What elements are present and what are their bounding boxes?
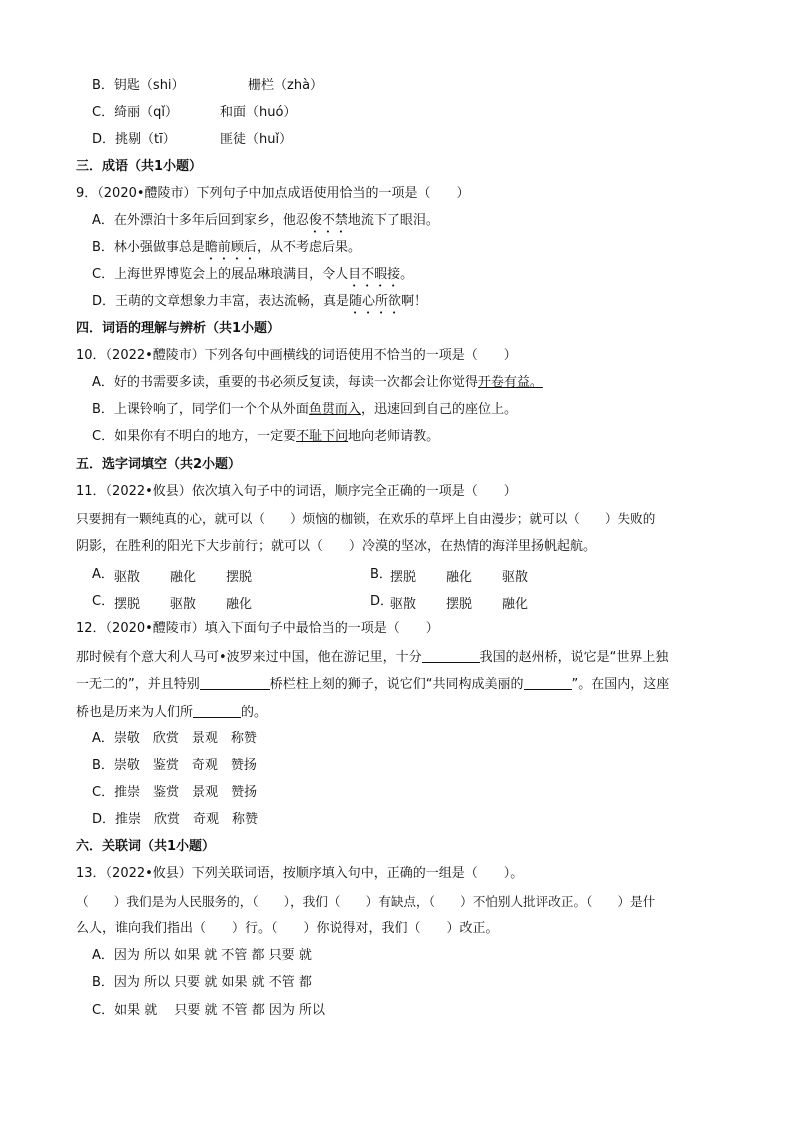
q11-option-c-word3: 融化: [226, 597, 253, 612]
q10-option-a: [92, 374, 543, 392]
q11-option-b-word2: 融化: [446, 570, 473, 585]
option-underlined: 不耻下问: [296, 429, 349, 444]
q12-body-line3: [76, 703, 267, 722]
q11-option-a: [92, 566, 114, 584]
section-title-conjunctions: 六．关联词（共1小题）: [76, 839, 216, 854]
q8-option-c: C．绮丽（qǐ）: [92, 105, 178, 120]
q13-option-b: B．因为 所以 只要 就 如果 就 不管 都: [92, 975, 312, 990]
q11-body-line1: 只要拥有一颗纯真的心，就可以（ ）烦恼的枷锁，在欢乐的草坪上自由漫步；就可以（ ）失败的: [76, 511, 656, 526]
q10-option-b: [92, 401, 517, 419]
fill-blank[interactable]: [193, 703, 241, 718]
q10-stem: 10．（2022•醴陵市）下列各句中画横线的词语使用不恰当的一项是（ ）: [76, 348, 517, 363]
option-letter: D．: [370, 594, 394, 609]
option-pre: B．上课铃响了，同学们一个个从外面: [92, 402, 309, 417]
q13-stem: 13．（2022•攸县）下列关联词语，按顺序填入句中，正确的一组是（ ）。: [76, 866, 524, 881]
q8-option-d-second: 匪徒（huǐ）: [220, 132, 293, 147]
q9-stem: 9．（2020•醴陵市）下列句子中加点成语使用恰当的一项是（ ）: [76, 186, 470, 201]
option-pre: B．林小强做事总是: [92, 240, 205, 255]
q13-option-a: A．因为 所以 如果 就 不管 都 只要 就: [92, 948, 312, 963]
fill-blank[interactable]: [422, 648, 480, 663]
q11-option-c-word2: 驱散: [170, 597, 197, 612]
q12-option-a: A．崇敬 欣赏 景观 称赞: [92, 731, 257, 746]
option-letter: A．: [92, 567, 114, 582]
body-text: 桥栏柱上刻的狮子，说它们“共同构成美丽的: [269, 677, 524, 692]
section-title-word-analysis: 四．词语的理解与辨析（共1小题）: [76, 321, 281, 336]
q9-option-c: [92, 266, 413, 290]
option-letter: B．: [370, 567, 392, 582]
q11-option-b-word3: 驱散: [502, 570, 529, 585]
q12-body-line2: [76, 675, 669, 694]
option-pre: D．王萌的文章想象力丰富，表达流畅，真是: [92, 294, 350, 309]
q12-stem: 12．（2020•醴陵市）填入下面句子中最恰当的一项是（ ）: [76, 621, 439, 636]
option-pre: C．上海世界博览会上的展品琳琅满目，令人: [92, 267, 349, 282]
body-text: 一无二的”，并且特别: [76, 677, 200, 692]
q12-option-d: D．推崇 欣赏 奇观 称赞: [92, 812, 259, 827]
q9-option-b: [92, 239, 361, 263]
q12-body-line1: [76, 648, 668, 667]
q10-option-c: [92, 428, 439, 446]
q11-option-d-word3: 融化: [502, 597, 529, 612]
fill-blank[interactable]: [524, 675, 572, 690]
q11-body-line2: 阴影，在胜利的阳光下大步前行；就可以（ ）冷漠的坚冰，在热情的海洋里扬帆起航。: [76, 539, 597, 554]
q9-option-d: [92, 293, 427, 317]
q11-option-b-word1: 摆脱: [390, 570, 417, 585]
q8-option-b-second: 栅栏（zhà）: [248, 78, 324, 93]
option-pre: A．在外漂泊十多年后回到家乡，他忍: [92, 213, 309, 228]
q11-option-d-word1: 驱散: [390, 597, 417, 612]
body-text: 桥也是历来为人们所: [76, 705, 194, 720]
option-idiom: 目不暇接: [348, 267, 401, 282]
option-pre: C．如果你有不明白的地方，一定要: [92, 429, 297, 444]
option-idiom: 俊不禁: [308, 213, 348, 228]
option-letter: C．: [92, 594, 115, 609]
option-post: 地向老师请教。: [348, 429, 440, 444]
q12-option-c: C．推崇 鉴赏 景观 赞扬: [92, 785, 258, 800]
option-idiom: 随心所欲: [349, 294, 402, 309]
q8-option-d: D．挑剔（tī）: [92, 132, 176, 147]
option-underlined: 开卷有益。: [477, 375, 543, 390]
option-idiom: 瞻前顾后: [204, 240, 257, 255]
option-text: B．钥匙（shi）: [92, 78, 185, 93]
q13-option-c: C．如果 就 只要 就 不管 都 因为 所以: [92, 1003, 326, 1018]
q12-option-b: B．崇敬 鉴赏 奇观 赞扬: [92, 758, 257, 773]
body-text: 的。: [241, 705, 268, 720]
q11-option-a-word3: 摆脱: [226, 570, 253, 585]
q11-option-a-word1: 驱散: [114, 570, 141, 585]
body-text: 我国的赵州桥，说它是“世界上独: [479, 650, 669, 665]
q13-body-line2: 么人，谁向我们指出（ ）行。（ ）你说得对，我们（ ）改正。: [76, 921, 499, 936]
option-post: ，迅速回到自己的座位上。: [360, 402, 517, 417]
q11-stem: 11．（2022•攸县）依次填入句子中的词语，顺序完全正确的一项是（ ）: [76, 484, 517, 499]
q11-option-c: [92, 593, 114, 611]
fill-blank[interactable]: [200, 675, 270, 690]
option-post: 啊！: [401, 294, 428, 309]
q11-option-c-word1: 摆脱: [114, 597, 141, 612]
q11-option-b: [370, 566, 392, 584]
body-text: 那时候有个意大利人马可•波罗来过中国，他在游记里，十分: [76, 650, 422, 665]
body-text: ”。在国内，这座: [571, 677, 670, 692]
q13-body-line1: （ ）我们是为人民服务的，（ ），我们（ ）有缺点，（ ）不怕别人批评改正。（ ）是什: [76, 894, 656, 909]
q9-option-a: [92, 212, 439, 236]
q11-option-d-word2: 摆脱: [446, 597, 473, 612]
q11-option-a-word2: 融化: [170, 570, 197, 585]
q8-option-b: [92, 77, 185, 95]
option-post: ，从不考虑后果。: [256, 240, 361, 255]
option-post: 地流下了眼泪。: [347, 213, 439, 228]
option-post: 。: [400, 267, 414, 282]
q8-option-c-second: 和面（huó）: [220, 105, 297, 120]
section-title-idioms: 三．成语（共1小题）: [76, 159, 203, 174]
section-title-fill-words: 五．选字词填空（共2小题）: [76, 457, 242, 472]
option-underlined: 鱼贯而入: [308, 402, 361, 417]
option-pre: A．好的书需要多读，重要的书必须反复读，每读一次都会让你觉得: [92, 375, 478, 390]
